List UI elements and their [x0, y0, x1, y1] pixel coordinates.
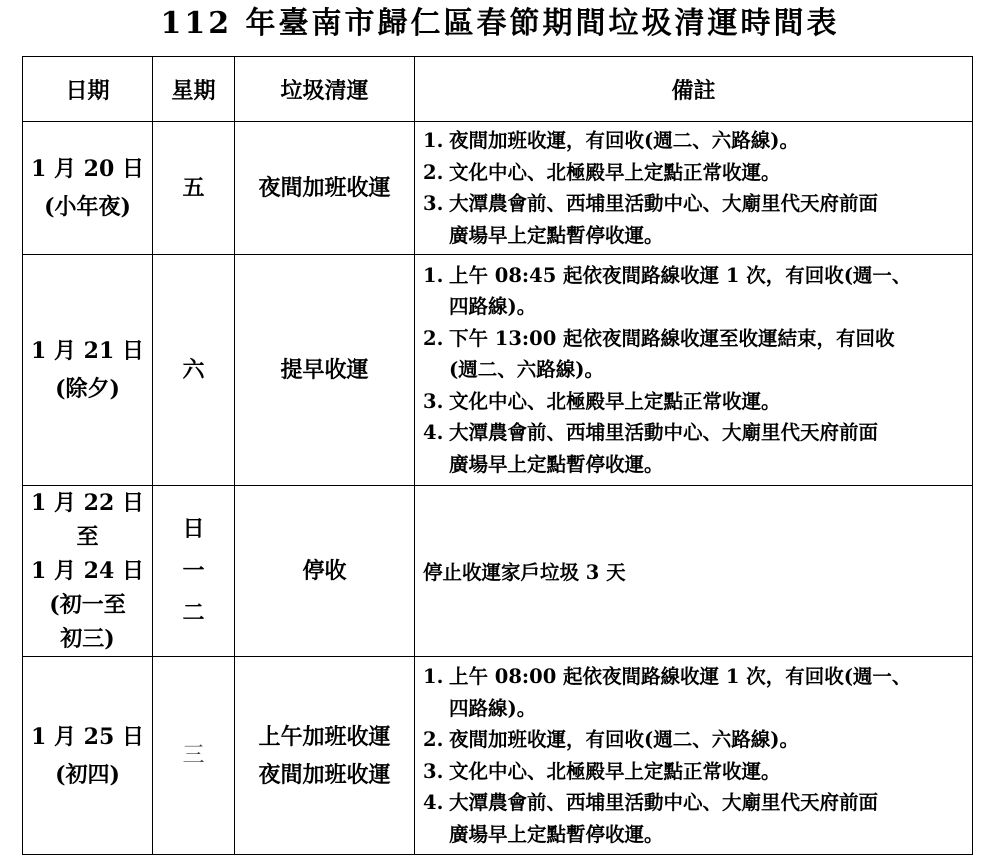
weekday-line: 日: [182, 516, 205, 542]
date-line: (初四): [55, 761, 120, 788]
collection-cell: [235, 657, 415, 855]
table-row: [23, 122, 973, 255]
date-line: 1 月 24 日: [31, 558, 144, 584]
weekday-line: 一: [182, 558, 205, 584]
weekday-line: 二: [182, 600, 205, 626]
date-cell: [23, 255, 153, 486]
weekday-line: 六: [182, 357, 205, 383]
collection-line: 提早收運: [280, 357, 369, 383]
note-item: 2. 文化中心、北極殿早上定點正常收運。: [423, 160, 781, 184]
collection-line: 上午加班收運: [258, 723, 391, 750]
notes-cell: [415, 122, 973, 255]
header-date: 日期: [23, 57, 153, 122]
collection-cell: [235, 486, 415, 657]
collection-line: 夜間加班收運: [258, 175, 391, 201]
date-line: (初一至: [49, 592, 126, 618]
note-text: 停止收運家戶垃圾 3 天: [423, 561, 626, 584]
note-item: 3. 文化中心、北極殿早上定點正常收運。: [423, 759, 781, 783]
note-item: 3. 文化中心、北極殿早上定點正常收運。: [423, 389, 781, 413]
note-item: 2. 下午 13:00 起依夜間路線收運至收運結束，有回收 (週二、六路線)。: [423, 326, 895, 382]
note-item: 1. 上午 08:45 起依夜間路線收運 1 次，有回收(週一、 四路線)。: [423, 263, 912, 319]
note-item: 1. 夜間加班收運，有回收(週二、六路線)。: [423, 129, 799, 152]
collection-line: 停收: [302, 558, 347, 584]
weekday-cell: [153, 486, 235, 657]
collection-cell: [235, 255, 415, 486]
note-item: 2. 夜間加班收運，有回收(週二、六路線)。: [423, 728, 799, 751]
date-cell: [23, 486, 153, 657]
date-line: (除夕): [55, 376, 120, 402]
date-line: 1 月 21 日: [31, 338, 144, 364]
note-item: 3. 大潭農會前、西埔里活動中心、大廟里代天府前面 廣場早上定點暫停收運。: [423, 192, 879, 247]
weekday-line: 三: [182, 742, 205, 768]
date-cell: [23, 122, 153, 255]
notes-cell: [415, 486, 973, 657]
header-weekday: 星期: [153, 57, 235, 122]
header-notes: 備註: [415, 57, 973, 122]
date-line: 至: [76, 524, 99, 550]
date-line: 初三): [60, 626, 115, 652]
note-item: 4. 大潭農會前、西埔里活動中心、大廟里代天府前面 廣場早上定點暫停收運。: [423, 791, 879, 846]
weekday-cell: [153, 657, 235, 855]
weekday-cell: [153, 122, 235, 255]
note-item: 4. 大潭農會前、西埔里活動中心、大廟里代天府前面 廣場早上定點暫停收運。: [423, 421, 879, 476]
table-row: [23, 255, 973, 486]
notes-cell: [415, 657, 973, 855]
note-item: 1. 上午 08:00 起依夜間路線收運 1 次，有回收(週一、 四路線)。: [423, 665, 912, 720]
weekday-line: 五: [182, 175, 205, 201]
weekday-cell: [153, 255, 235, 486]
collection-line: 夜間加班收運: [258, 761, 391, 788]
header-collection: 垃圾清運: [235, 57, 415, 122]
table-row: [23, 486, 973, 657]
header-row: [23, 57, 973, 122]
schedule-table: [22, 56, 973, 855]
date-line: 1 月 25 日: [31, 723, 144, 750]
page-title: 112 年臺南市歸仁區春節期間垃圾清運時間表: [160, 6, 840, 41]
date-line: (小年夜): [44, 194, 131, 220]
date-cell: [23, 657, 153, 855]
date-line: 1 月 22 日: [31, 490, 144, 516]
notes-cell: [415, 255, 973, 486]
date-line: 1 月 20 日: [31, 156, 144, 182]
collection-cell: [235, 122, 415, 255]
table-row: [23, 657, 973, 855]
